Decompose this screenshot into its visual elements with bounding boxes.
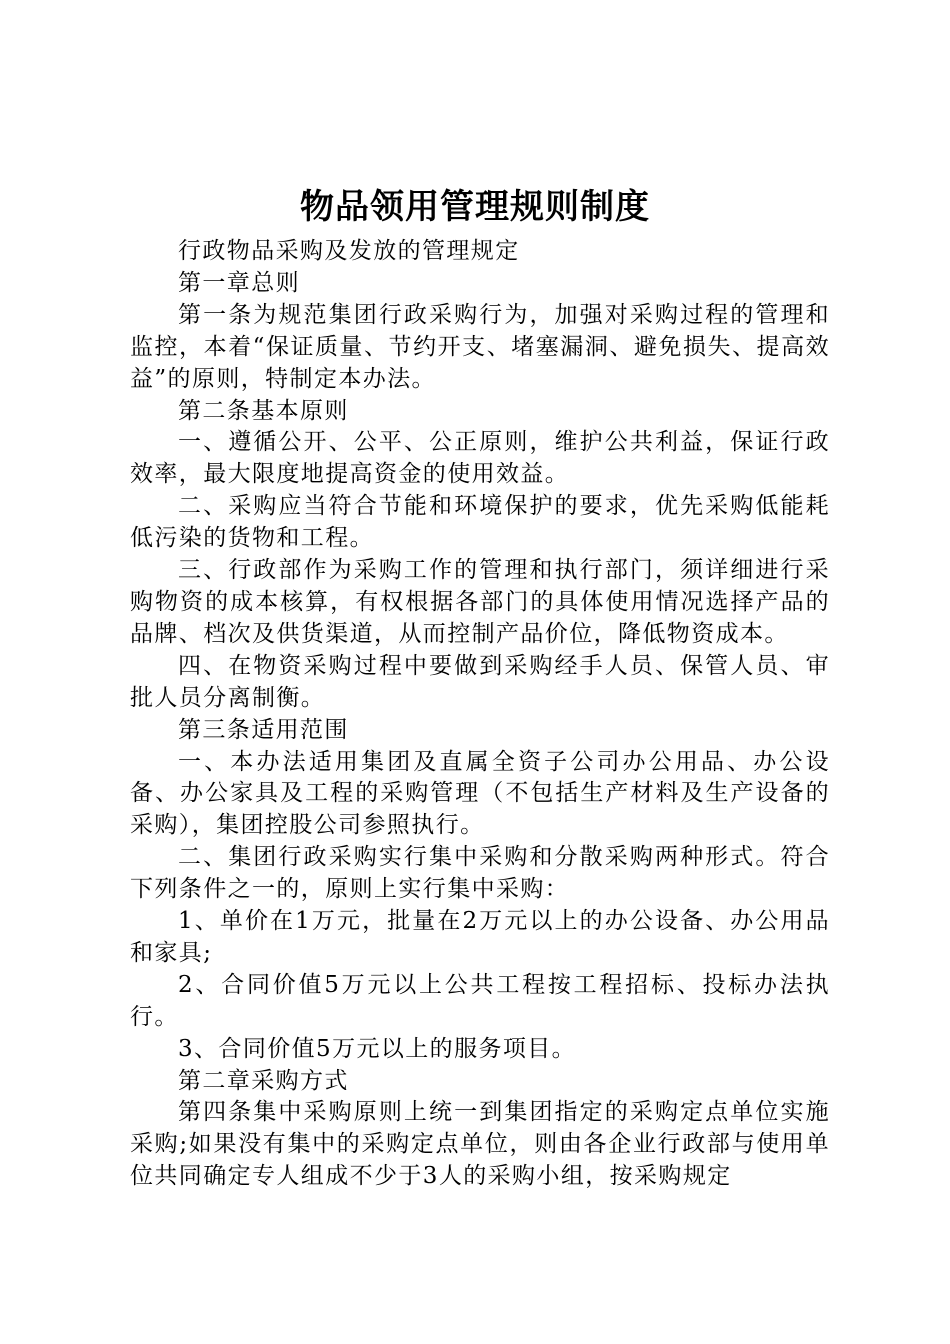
paragraph: 第四条集中采购原则上统一到集团指定的采购定点单位实施采购;如果没有集中的采购定点单位，则由各企业行政部与使用单位共同确定专人组成不少于3人的采购小组，按采购规定 [130, 1099, 830, 1190]
paragraph: 一、遵循公开、公平、公正原则，维护公共利益，保证行政效率，最大限度地提高资金的使用效益。 [130, 429, 830, 488]
paragraph: 四、在物资采购过程中要做到采购经手人员、保管人员、审批人员分离制衡。 [130, 652, 830, 711]
paragraph: 第一条为规范集团行政采购行为，加强对采购过程的管理和监控，本着“保证质量、节约开支、堵塞漏洞、避免损失、提高效益”的原则，特制定本办法。 [130, 301, 830, 392]
list-item: 1、单价在1万元，批量在2万元以上的办公设备、办公用品和家具; [130, 908, 830, 966]
article-heading: 第二条基本原则 [178, 397, 349, 424]
paragraph: 二、采购应当符合节能和环境保护的要求，优先采购低能耗低污染的货物和工程。 [130, 493, 830, 552]
paragraph: 二、集团行政采购实行集中采购和分散采购两种形式。符合下列条件之一的，原则上实行集中采购： [130, 844, 830, 903]
list-item: 2、合同价值5万元以上公共工程按工程招标、投标办法执行。 [130, 971, 830, 1030]
doc-subtitle: 行政物品采购及发放的管理规定 [178, 238, 520, 264]
chapter-heading: 第一章总则 [178, 269, 300, 296]
document-body [130, 236, 830, 1193]
paragraph: 三、行政部作为采购工作的管理和执行部门，须详细进行采购物资的成本核算，有权根据各部门的具体使用情况选择产品的品牌、档次及供货渠道，从而控制产品价位，降低物资成本。 [130, 557, 830, 647]
document-title: 物品领用管理规则制度 [300, 187, 650, 227]
paragraph: 一、本办法适用集团及直属全资子公司办公用品、办公设备、办公家具及工程的采购管理（不包括生产材料及生产设备的采购），集团控股公司参照执行。 [130, 748, 830, 839]
chapter-heading: 第二章采购方式 [178, 1067, 349, 1094]
article-heading: 第三条适用范围 [178, 716, 349, 743]
list-item: 3、合同价值5万元以上的服务项目。 [178, 1035, 577, 1062]
